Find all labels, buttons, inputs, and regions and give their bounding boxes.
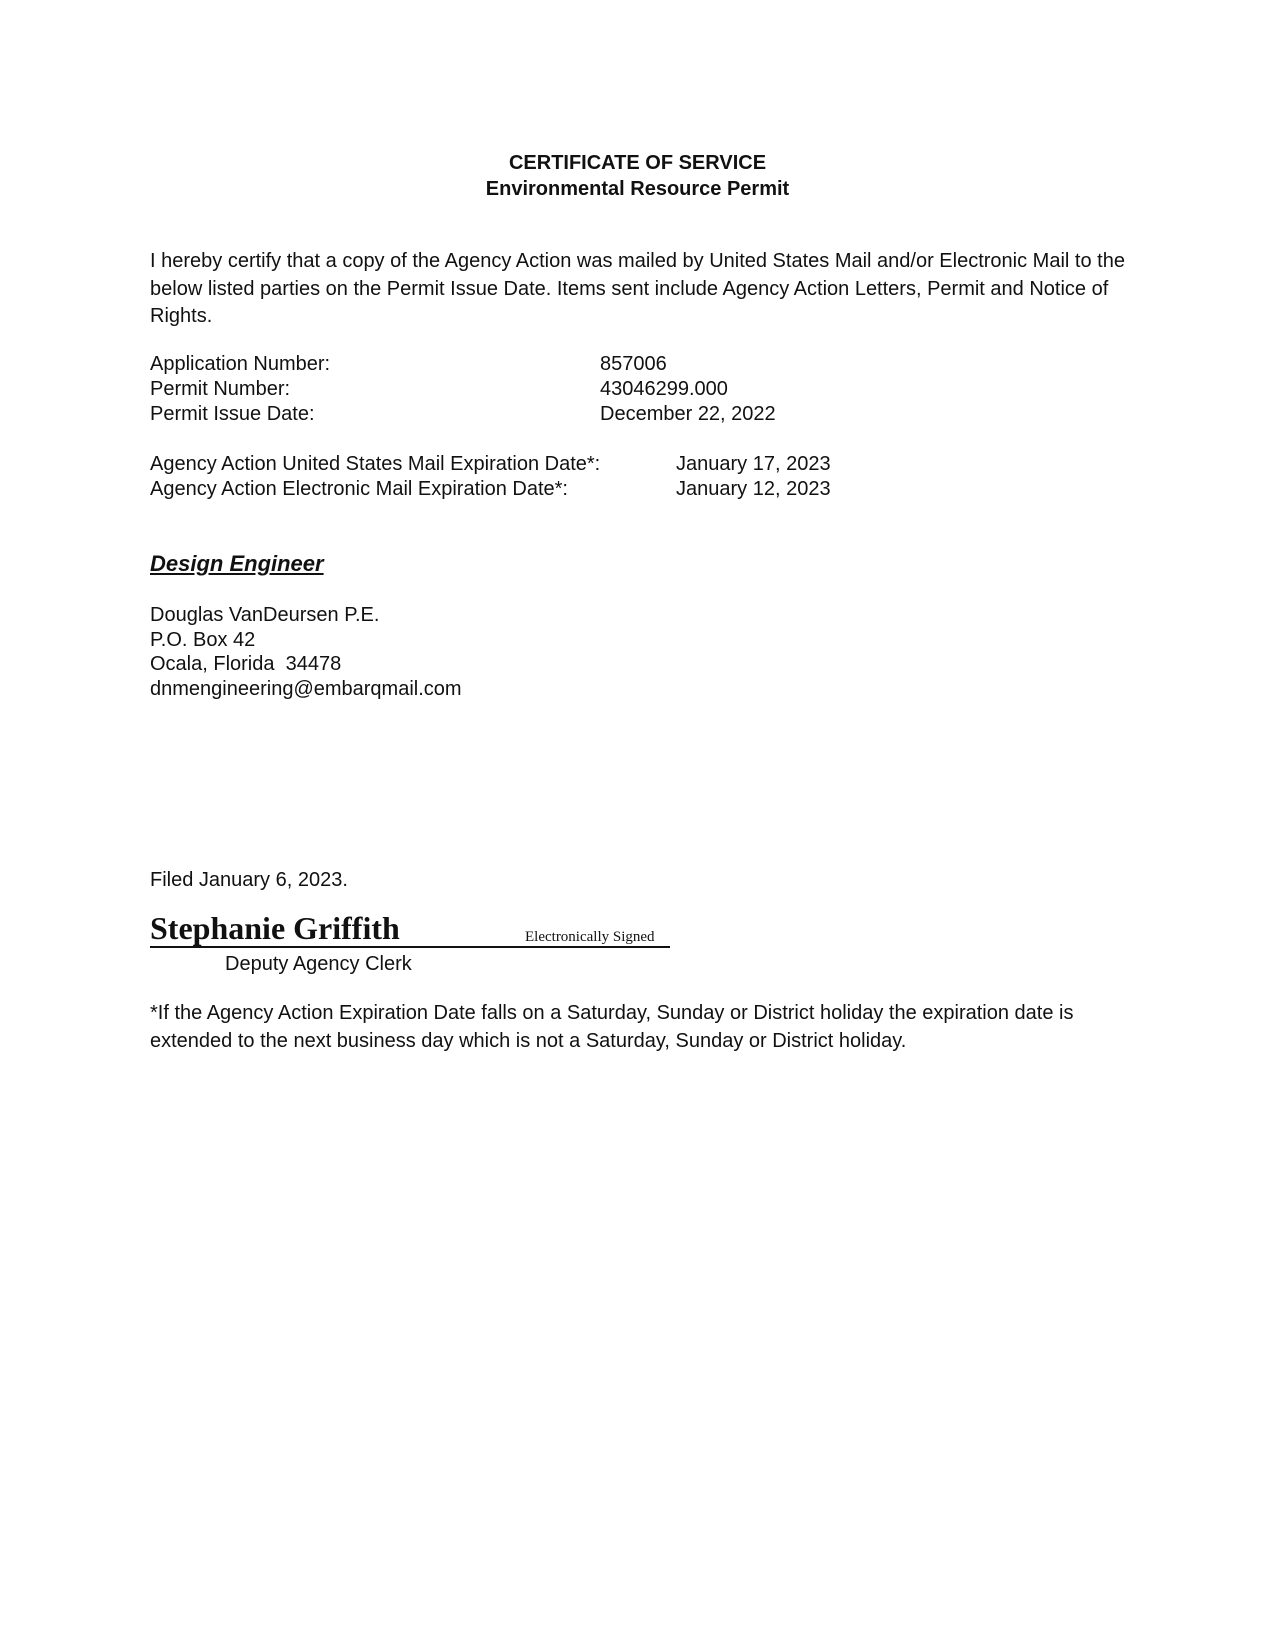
permit-issue-date-value: December 22, 2022 <box>600 403 776 425</box>
permit-issue-date-label: Permit Issue Date: <box>150 403 315 425</box>
signer-title: Deputy Agency Clerk <box>225 953 412 975</box>
filed-date: Filed January 6, 2023. <box>150 869 348 891</box>
mail-expiration-value: January 17, 2023 <box>676 453 831 475</box>
certification-statement: I hereby certify that a copy of the Agency Action was mailed by United States Mail and/or Electronic Mail to the below listed parties on the Permit Issue Date. Items sent include Agency Action Letters, Permit and Notice of Rights. <box>150 250 1125 327</box>
expiration-footnote: *If the Agency Action Expiration Date falls on a Saturday, Sunday or District holiday the expiration date is extended to the next business day which is not a Saturday, Sunday or District holiday. <box>150 1002 1074 1052</box>
email-expiration-label: Agency Action Electronic Mail Expiration Date*: <box>150 478 568 500</box>
application-number-value: 857006 <box>600 353 667 375</box>
recipient-address-line-2: Ocala, Florida 34478 <box>150 653 342 675</box>
recipient-address-line-1: P.O. Box 42 <box>150 628 256 651</box>
document-title: CERTIFICATE OF SERVICE <box>508 152 767 174</box>
recipient-name: Douglas VanDeursen P.E. <box>150 604 380 626</box>
application-number-label: Application Number: <box>150 353 331 375</box>
permit-number-value: 43046299.000 <box>600 378 728 400</box>
signature-name: Stephanie Griffith <box>150 910 400 946</box>
document-subtitle: Environmental Resource Permit <box>485 178 790 200</box>
title-block <box>0 150 1275 202</box>
recipient-email: dnmengineering@embarqmail.com <box>150 677 462 700</box>
recipient-address <box>150 603 462 701</box>
signature-note: Electronically Signed <box>525 929 655 945</box>
mail-expiration-label: Agency Action United States Mail Expiration Date*: <box>150 453 601 475</box>
signature-line <box>150 946 670 948</box>
email-expiration-value: January 12, 2023 <box>676 478 831 500</box>
permit-number-label: Permit Number: <box>150 378 291 400</box>
recipient-heading: Design Engineer <box>150 551 324 576</box>
